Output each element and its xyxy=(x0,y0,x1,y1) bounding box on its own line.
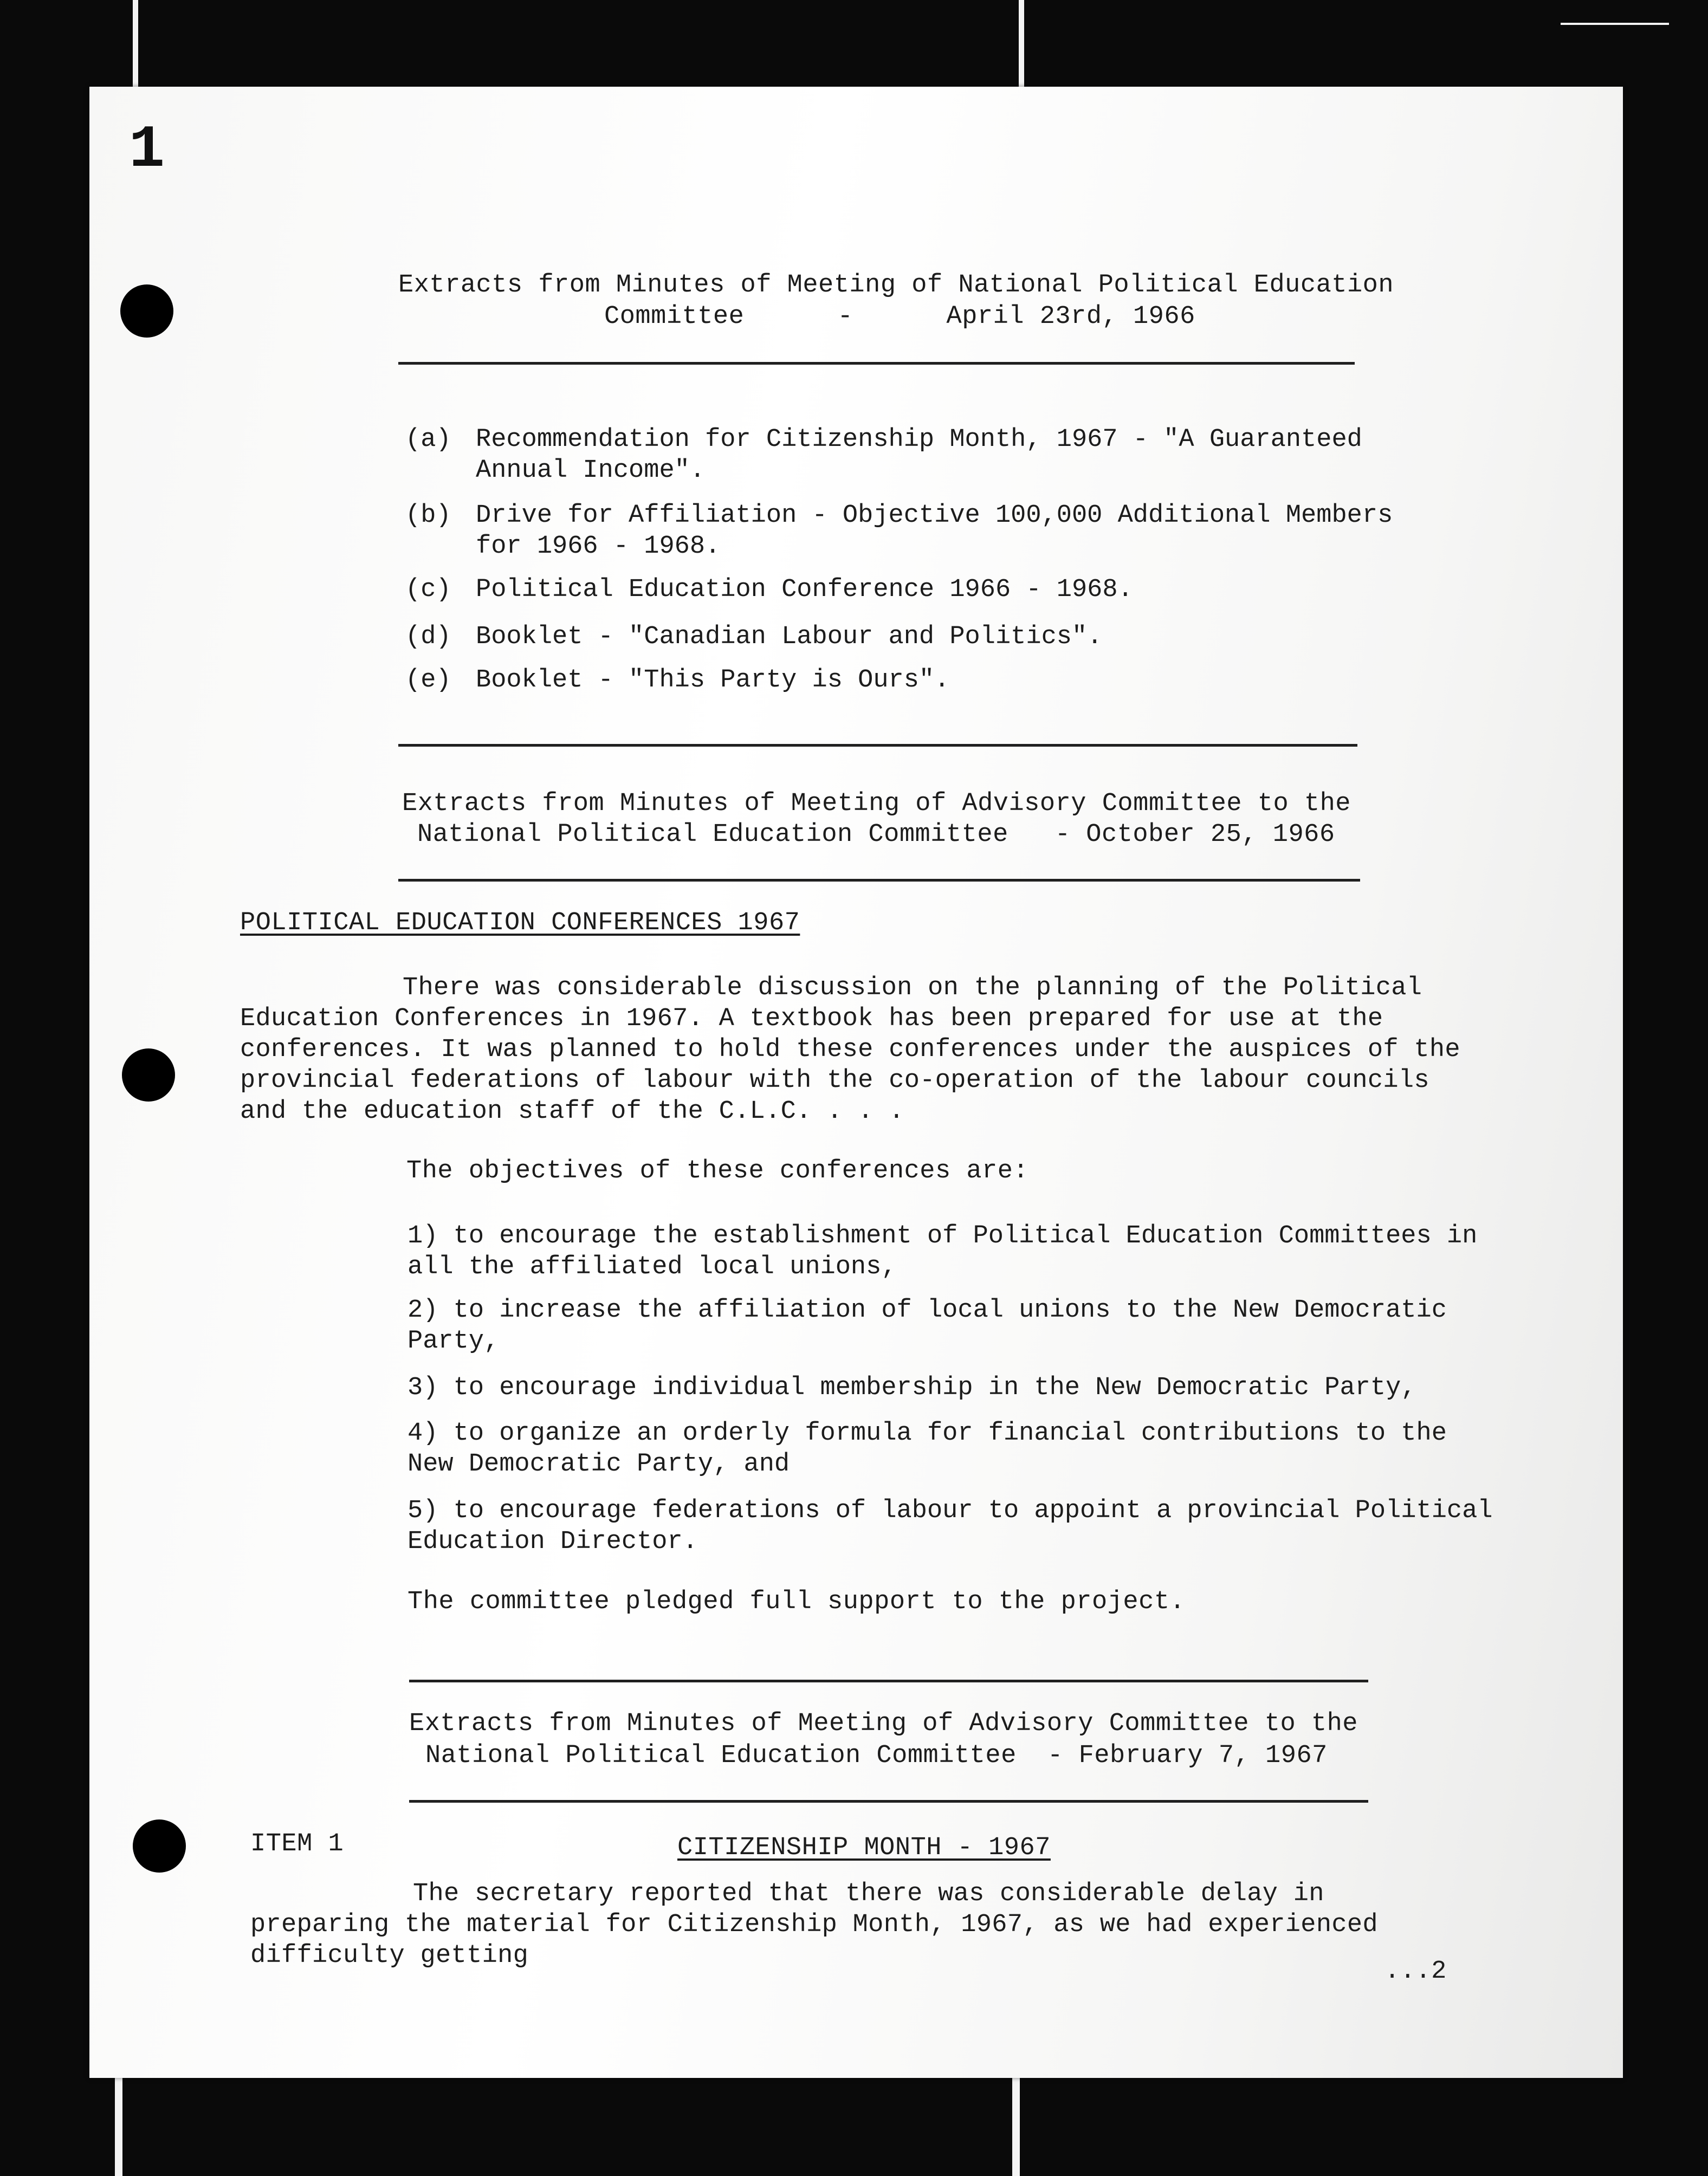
section2-title-line1: Extracts from Minutes of Meeting of Advisory Committee to the xyxy=(402,789,1351,818)
discussion-paragraph: There was considerable discussion on the planning of the Political Education Conferences in 1967. A textbook has been prepared for use at the conferences. It was planned to hold these conferences under the auspices of the provincial federations of labour with the co-operation of the labour councils and the education staff of the C.L.C. . . . xyxy=(240,974,1460,1126)
agenda-item-label: (d) xyxy=(405,623,451,651)
divider xyxy=(409,1680,1368,1682)
objective-item: 2) to increase the affiliation of local unions to the New Democratic Party, xyxy=(407,1296,1447,1356)
agenda-item-text: Booklet - "Canadian Labour and Politics". xyxy=(476,623,1103,651)
punch-hole-top xyxy=(120,284,173,338)
scan-edge-bottom-left xyxy=(115,2075,122,2176)
section-heading: POLITICAL EDUCATION CONFERENCES 1967 xyxy=(240,909,800,937)
agenda-item-text: Booklet - "This Party is Ours". xyxy=(476,666,950,695)
section3-title-line1: Extracts from Minutes of Meeting of Advisory Committee to the xyxy=(409,1709,1358,1738)
objectives-intro: The objectives of these conferences are: xyxy=(406,1157,1029,1186)
section1-title-line1: Extracts from Minutes of Meeting of National Political Education xyxy=(398,271,1394,300)
punch-hole-bottom xyxy=(133,1819,186,1873)
agenda-item-label: (e) xyxy=(405,666,451,695)
secretary-paragraph: The secretary reported that there was considerable delay in preparing the material for Citizenship Month, 1967, as we had experienced difficulty getting xyxy=(250,1880,1378,1970)
agenda-item-text: Recommendation for Citizenship Month, 1967 - "A Guaranteed Annual Income". xyxy=(476,425,1362,485)
item-label: ITEM 1 xyxy=(250,1830,344,1858)
section1-title-line2: Committee - April 23rd, 1966 xyxy=(604,302,1195,331)
punch-hole-middle xyxy=(122,1048,175,1102)
agenda-item-label: (c) xyxy=(405,575,451,604)
section3-title-line2: National Political Education Committee - February 7, 1967 xyxy=(425,1741,1328,1770)
item-heading: CITIZENSHIP MONTH - 1967 xyxy=(677,1834,1051,1862)
scan-edge-bottom-right xyxy=(1012,2075,1020,2176)
objective-item: 3) to encourage individual membership in the New Democratic Party, xyxy=(407,1374,1416,1402)
agenda-item-text: Drive for Affiliation - Objective 100,000 Additional Members for 1966 - 1968. xyxy=(476,501,1393,561)
objective-item: 5) to encourage federations of labour to appoint a provincial Political Education Director. xyxy=(407,1497,1493,1556)
divider xyxy=(398,744,1357,747)
section2-title-line2: National Political Education Committee - October 25, 1966 xyxy=(417,820,1335,849)
divider xyxy=(409,1800,1368,1803)
agenda-item-text: Political Education Conference 1966 - 1968. xyxy=(476,575,1133,604)
agenda-item-label: (a) xyxy=(405,425,451,454)
divider xyxy=(398,362,1355,365)
closing-sentence: The committee pledged full support to the project. xyxy=(407,1588,1186,1616)
objective-item: 4) to organize an orderly formula for financial contributions to the New Democratic Party, and xyxy=(407,1419,1447,1479)
scan-edge-top-left xyxy=(133,0,138,92)
agenda-item-label: (b) xyxy=(405,501,451,530)
objective-item: 1) to encourage the establishment of Political Education Committees in all the affiliated local unions, xyxy=(407,1222,1478,1281)
scan-edge-top-right xyxy=(1019,0,1024,92)
handwritten-page-mark: 1 xyxy=(129,116,165,184)
divider xyxy=(398,879,1360,882)
page-continuation: ...2 xyxy=(1384,1957,1447,1986)
scan-edge-top-streak xyxy=(1561,23,1669,25)
